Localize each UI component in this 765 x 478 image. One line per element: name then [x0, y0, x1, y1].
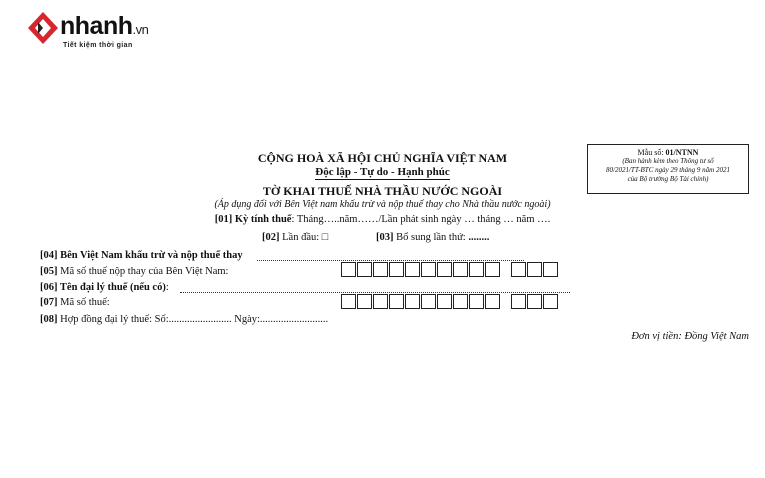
digit-cell[interactable] [373, 262, 388, 277]
digit-cell[interactable] [511, 294, 526, 309]
field-05-tax-code-label: [05] Mã số thuế nộp thay của Bên Việt Nam: [40, 266, 229, 277]
digit-cell[interactable] [543, 262, 558, 277]
field-01-tax-period: [01] Kỳ tính thuế: Tháng…..năm……/Lần phát sinh ngày … tháng … năm …. [214, 214, 551, 225]
form-title: TỜ KHAI THUẾ NHÀ THẦU NƯỚC NGOÀI [262, 184, 503, 198]
digit-cell[interactable] [341, 262, 356, 277]
digit-cell[interactable] [421, 294, 436, 309]
digit-cell[interactable] [453, 262, 468, 277]
digit-cell[interactable] [485, 294, 500, 309]
form-subtitle: (Áp dụng đối với Bên Việt nam khấu trừ và nộp thuế thay cho Nhà thầu nước ngoài) [214, 199, 551, 210]
form-code: Mẫu số: 01/NTNN [637, 148, 699, 157]
digit-cell[interactable] [543, 294, 558, 309]
nation-heading: CỘNG HOÀ XÃ HỘI CHỦ NGHĨA VIỆT NAM [257, 151, 508, 165]
field-02-first-time: [02] Lần đầu: □ [262, 232, 329, 243]
field-04-dotted-line[interactable] [257, 260, 524, 261]
field-03-supplement: [03] Bổ sung lần thứ: ........ [376, 232, 490, 243]
digit-cell[interactable] [437, 262, 452, 277]
form-note-3: của Bộ trưởng Bộ Tài chính) [627, 175, 709, 183]
digit-cell[interactable] [405, 294, 420, 309]
digit-cell[interactable] [357, 294, 372, 309]
digit-cell[interactable] [469, 294, 484, 309]
form-note-2: 80/2021/TT-BTC ngày 29 tháng 9 năm 2021 [606, 166, 730, 174]
field-05-tax-code-cells[interactable] [341, 262, 559, 277]
digit-cell[interactable] [421, 262, 436, 277]
digit-cell[interactable] [485, 262, 500, 277]
digit-cell[interactable] [527, 294, 542, 309]
form-note-1: (Ban hành kèm theo Thông tư số [622, 157, 714, 165]
digit-cell[interactable] [357, 262, 372, 277]
digit-cell[interactable] [527, 262, 542, 277]
nhanh-logo-icon [26, 10, 60, 46]
digit-cell[interactable] [511, 262, 526, 277]
motto-heading: Độc lập - Tự do - Hạnh phúc [315, 166, 450, 178]
digit-cell[interactable] [341, 294, 356, 309]
checkbox[interactable]: □ [321, 232, 329, 243]
digit-cell[interactable] [469, 262, 484, 277]
brand-tagline: Tiết kiệm thời gian [63, 42, 133, 49]
digit-cell[interactable] [389, 294, 404, 309]
field-04-vn-party: [04] Bên Việt Nam khấu trừ và nộp thuế thay [40, 250, 243, 261]
field-06-tax-agent: [06] Tên đại lý thuế (nếu có): [40, 282, 169, 293]
field-08-agent-contract: [08] Hợp đồng đại lý thuế: Số:........................ Ngày:.......................... [40, 314, 329, 325]
brand-logo [26, 10, 176, 50]
digit-cell[interactable] [405, 262, 420, 277]
field-07-tax-code-label: [07] Mã số thuế: [40, 297, 110, 308]
digit-cell[interactable] [389, 262, 404, 277]
currency-unit: Đơn vị tiền: Đồng Việt Nam [631, 331, 749, 342]
field-07-tax-code-cells[interactable] [341, 294, 559, 309]
digit-cell[interactable] [453, 294, 468, 309]
brand-name: nhanh.vn [60, 12, 149, 40]
field-06-dotted-line[interactable] [180, 292, 570, 293]
digit-cell[interactable] [373, 294, 388, 309]
digit-cell[interactable] [437, 294, 452, 309]
